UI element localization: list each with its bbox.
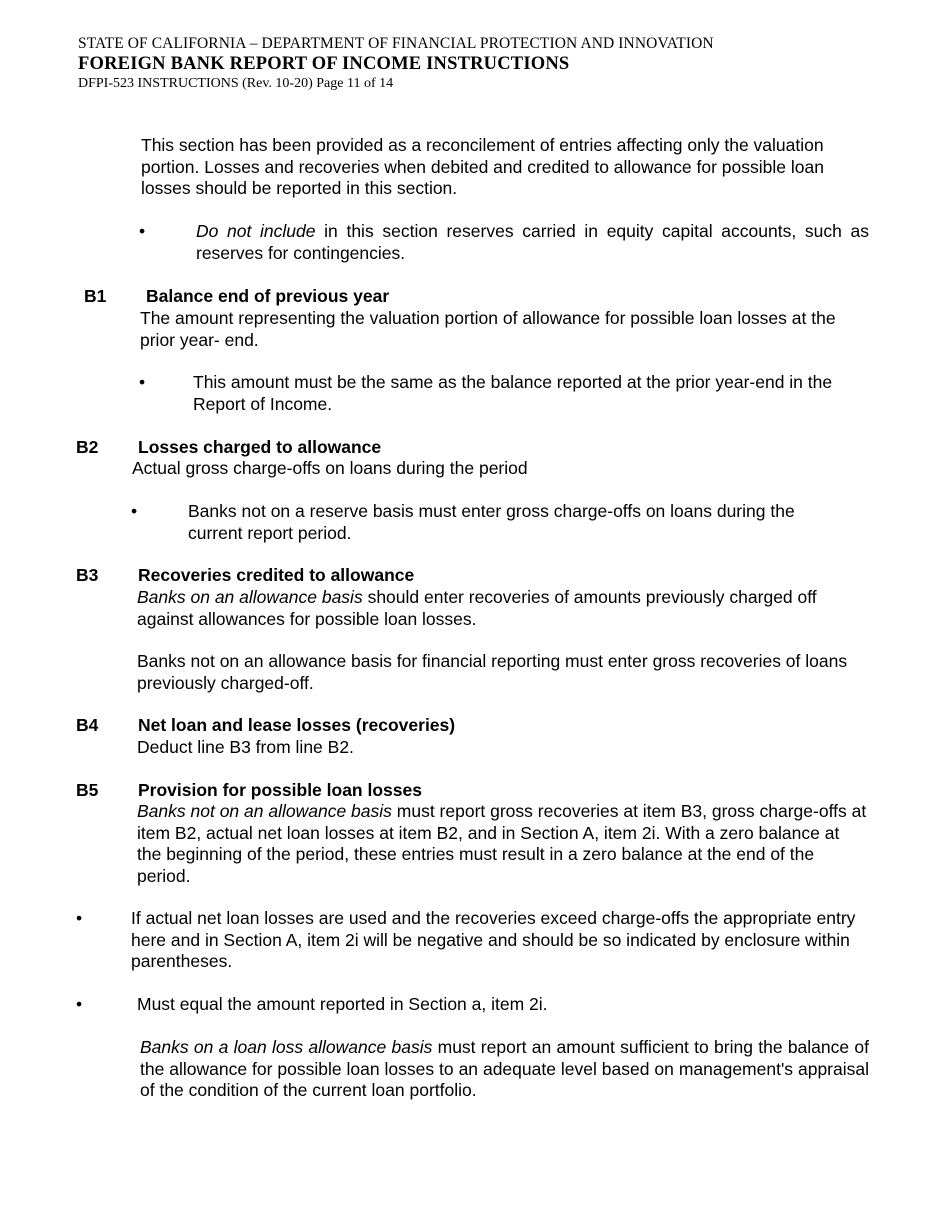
page-header	[78, 34, 714, 93]
intro-paragraph: This section has been provided as a reconcilement of entries affecting only the valuation portion. Losses and recoveries when debited and credited to allowance for possible loan losses should be reported in this section.	[141, 135, 824, 198]
item-code-b4: B4	[76, 715, 99, 735]
item-text-b2: Actual gross charge-offs on loans during the period	[132, 458, 528, 478]
item-code-b3: B3	[76, 565, 99, 585]
item-bullet2-b5: Must equal the amount reported in Section a, item 2i.	[137, 994, 548, 1014]
bullet-marker: •	[76, 994, 83, 1014]
bullet-marker: •	[76, 908, 83, 928]
item-final-b5-rest: must report an amount sufficient to bring the balance of the allowance for possible loan losses to an adequate level based on management's appraisal of the condition of the current loan portfolio.	[140, 1037, 869, 1100]
item-text-b1: The amount representing the valuation portion of allowance for possible loan losses at the prior year- end.	[140, 308, 836, 350]
item-text-b3	[137, 587, 867, 630]
bullet-marker: •	[131, 501, 138, 521]
item-text-b3-rest: should enter recoveries of amounts previously charged off against allowances for possible loan losses.	[137, 587, 817, 629]
form-page-info: DFPI-523 INSTRUCTIONS (Rev. 10-20) Page 11 of 14	[78, 76, 394, 91]
item-text2-b3: Banks not on an allowance basis for financial reporting must enter gross recoveries of loans previously charged-off.	[137, 651, 848, 693]
item-title-b4: Net loan and lease losses (recoveries)	[138, 715, 456, 735]
item-final-b5-emphasis: Banks on a loan loss allowance basis	[140, 1037, 433, 1057]
item-bullet1-b5: If actual net loan losses are used and the recoveries exceed charge-offs the appropriate entry here and in Section A, item 2i will be negative and should be so indicated by enclosure within parentheses.	[131, 908, 856, 971]
document-title: FOREIGN BANK REPORT OF INCOME INSTRUCTIONS	[78, 54, 570, 74]
item-bullet-b1: This amount must be the same as the balance reported at the prior year-end in the Report of Income.	[193, 372, 833, 414]
item-code-b2: B2	[76, 437, 99, 457]
bullet-marker: •	[139, 372, 146, 392]
intro-bullet	[196, 221, 869, 264]
item-bullet-b2: Banks not on a reserve basis must enter gross charge-offs on loans during the current report period.	[188, 501, 795, 543]
item-code-b1: B1	[84, 286, 107, 306]
intro-bullet-emphasis: Do not include	[196, 221, 316, 241]
agency-line: STATE OF CALIFORNIA – DEPARTMENT OF FINANCIAL PROTECTION AND INNOVATION	[78, 35, 714, 52]
item-final-b5	[140, 1037, 869, 1102]
item-text-b5-rest: must report gross recoveries at item B3, gross charge-offs at item B2, actual net loan losses at item B2, and in Section A, item 2i. With a zero balance at the beginning of the period, these entries must result in a zero balance at the end of the period.	[137, 801, 867, 886]
item-text-b5	[137, 801, 867, 887]
item-title-b3: Recoveries credited to allowance	[138, 565, 415, 585]
item-title-b1: Balance end of previous year	[146, 286, 390, 306]
item-text-b5-emphasis: Banks not on an allowance basis	[137, 801, 392, 821]
item-code-b5: B5	[76, 780, 99, 800]
item-text-b4: Deduct line B3 from line B2.	[137, 737, 354, 757]
bullet-marker: •	[139, 221, 146, 241]
item-text-b3-emphasis: Banks on an allowance basis	[137, 587, 363, 607]
item-title-b2: Losses charged to allowance	[138, 437, 382, 457]
item-title-b5: Provision for possible loan losses	[138, 780, 422, 800]
intro-bullet-text: in this section reserves carried in equity capital accounts, such as reserves for contingencies.	[196, 221, 869, 263]
